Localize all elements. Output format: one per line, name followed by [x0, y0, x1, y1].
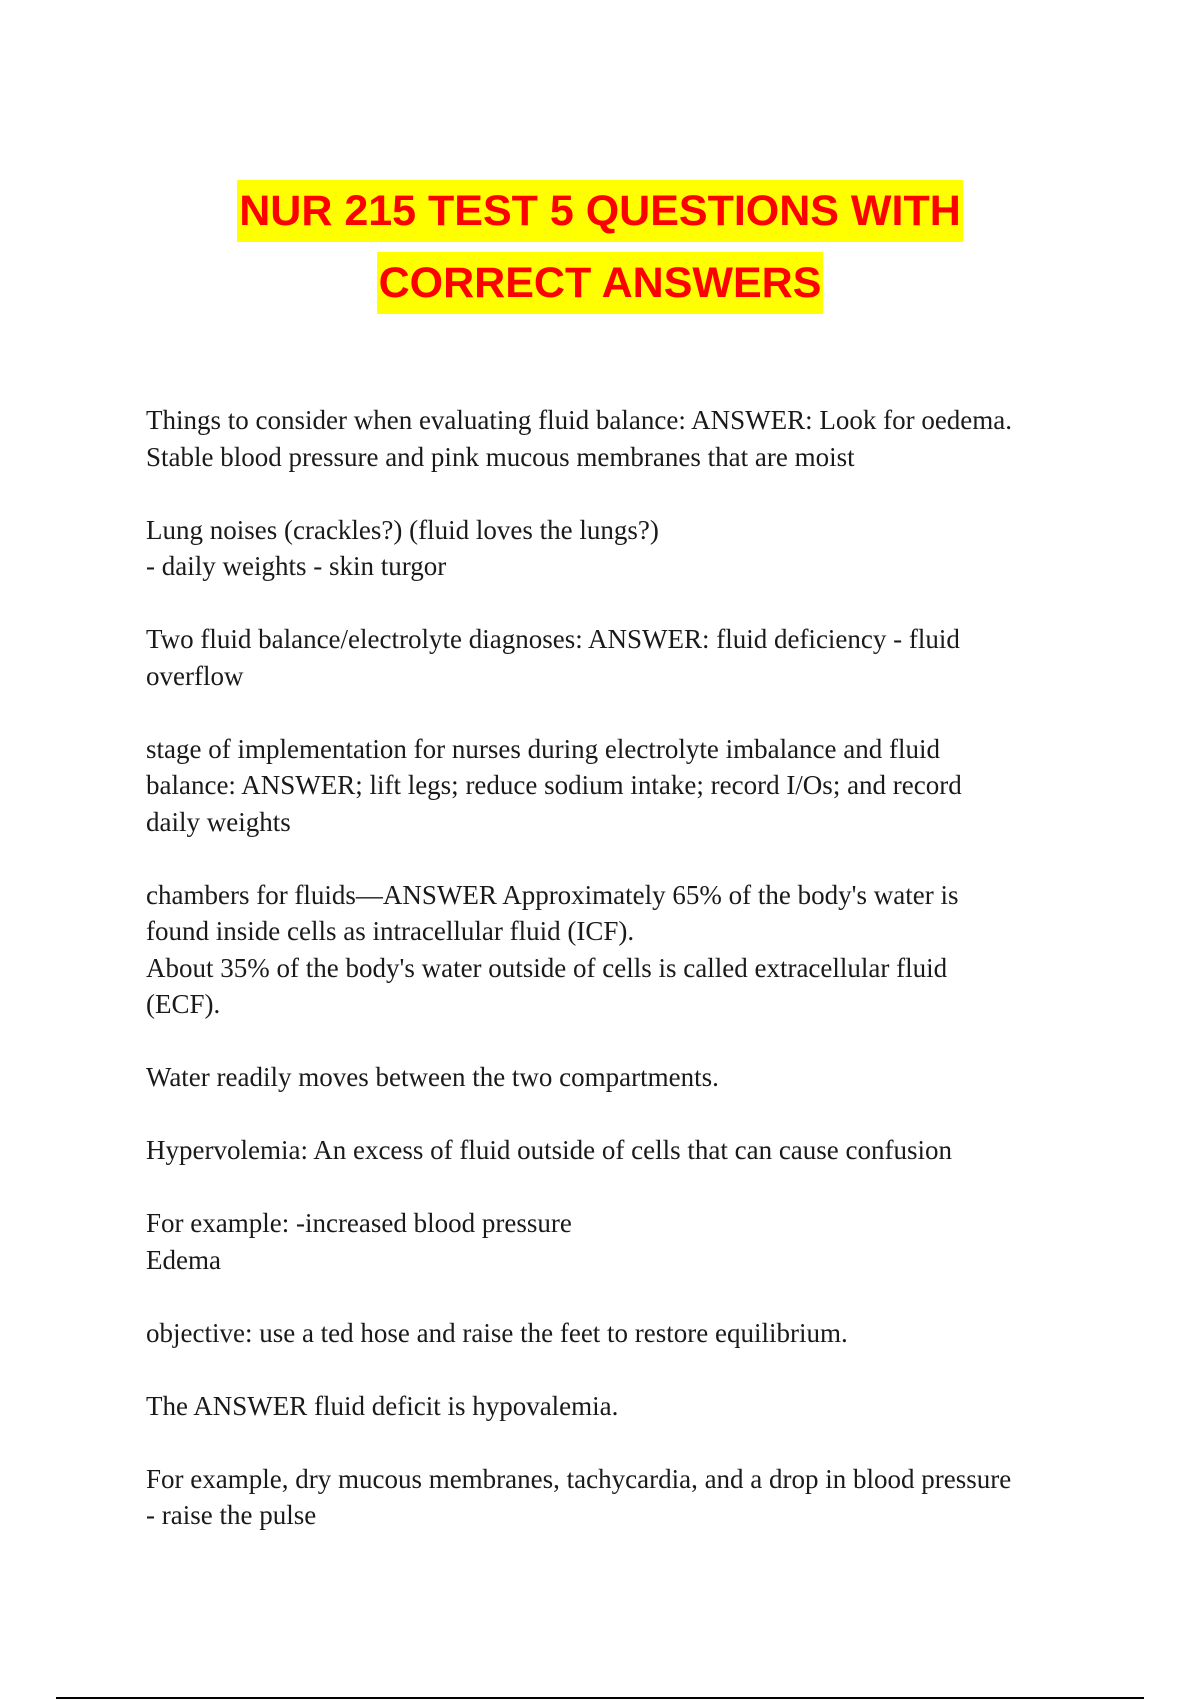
text-line: daily weights [146, 806, 291, 837]
paragraph-implementation [146, 731, 1076, 841]
text-line: (ECF). [146, 989, 221, 1019]
paragraph-example-bp [146, 1205, 1076, 1278]
footer-divider [56, 1697, 1144, 1699]
paragraph-fluid-deficit [146, 1388, 1076, 1425]
text-line: For example, dry mucous membranes, tachycardia, and a drop in blood pressure [146, 1463, 1012, 1494]
title-line-2: CORRECT ANSWERS [377, 252, 824, 314]
text-line: stage of implementation for nurses during electrolyte imbalance and fluid [146, 733, 940, 764]
paragraph-diagnoses [146, 621, 1076, 694]
text-line: About 35% of the body's water outside of cells is called extracellular fluid [146, 952, 948, 983]
text-line: Edema [146, 1244, 221, 1275]
paragraph-fluid-balance [146, 402, 1076, 475]
paragraph-hypervolemia [146, 1132, 1076, 1169]
text-line: The ANSWER fluid deficit is hypovalemia. [146, 1390, 619, 1421]
text-line: objective: use a ted hose and raise the feet to restore equilibrium. [146, 1317, 848, 1348]
paragraph-chambers [146, 877, 1076, 1023]
text-line: chambers for fluids—ANSWER Approximately 65% of the body's water is [146, 879, 959, 910]
text-line: Two fluid balance/electrolyte diagnoses: ANSWER: fluid deficiency - fluid [146, 624, 960, 654]
paragraph-objective [146, 1315, 1076, 1352]
text-line: Stable blood pressure and pink mucous membranes that are moist [146, 441, 855, 472]
title-line-1: NUR 215 TEST 5 QUESTIONS WITH [237, 180, 963, 242]
text-line: Lung noises (crackles?) (fluid loves the lungs?) [146, 514, 659, 545]
paragraph-example-dry [146, 1461, 1076, 1534]
text-line: - raise the pulse [146, 1500, 317, 1530]
text-line: - daily weights - skin turgor [146, 551, 447, 581]
document-body [146, 402, 1076, 1570]
text-line: Things to consider when evaluating fluid balance: ANSWER: Look for oedema. [146, 405, 1013, 435]
text-line: Water readily moves between the two compartments. [146, 1062, 719, 1092]
text-line: For example: -increased blood pressure [146, 1208, 572, 1238]
text-line: Hypervolemia: An excess of fluid outside of cells that can cause confusion [146, 1135, 953, 1165]
text-line: found inside cells as intracellular fluid (ICF). [146, 916, 635, 946]
document-title [0, 180, 1200, 324]
paragraph-water-moves [146, 1059, 1076, 1096]
text-line: overflow [146, 660, 244, 691]
text-line: balance: ANSWER; lift legs; reduce sodium intake; record I/Os; and record [146, 770, 962, 800]
paragraph-lung-noises [146, 512, 1076, 585]
